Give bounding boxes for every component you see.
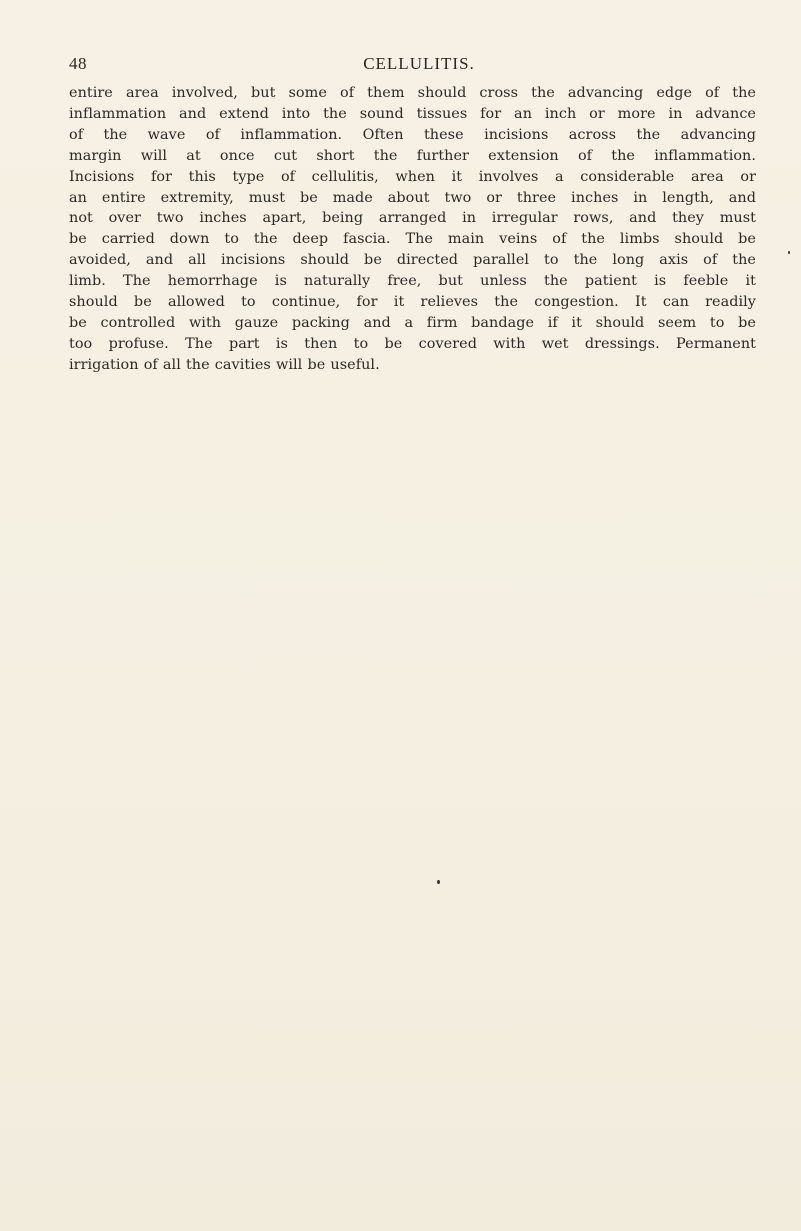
running-head [69,54,759,80]
text-line: be controlled with gauze packing and a firm bandage if it should seem to be [69,314,756,331]
paper-speck [788,251,790,254]
text-line: Incisions for this type of cellulitis, when it involves a considerable area or [69,168,756,185]
paper-speck [437,880,440,884]
text-line: limb. The hemorrhage is naturally free, but unless the patient is feeble it [69,273,756,290]
body-paragraph [69,83,756,376]
text-line: an entire extremity, must be made about two or three inches in length, and [69,189,756,206]
page-number: 48 [69,54,87,73]
text-line: too profuse. The part is then to be covered with wet dressings. Permanent [69,335,756,352]
text-line: avoided, and all incisions should be directed parallel to the long axis of the [69,252,756,269]
text-line: not over two inches apart, being arranged in irregular rows, and they must [69,210,756,227]
text-line: margin will at once cut short the further extension of the inflammation. [69,147,756,164]
running-title: CELLULITIS. [363,54,475,73]
text-line: irrigation of all the cavities will be useful. [69,356,380,373]
text-line: inflammation and extend into the sound tissues for an inch or more in advance [69,105,756,122]
text-line: of the wave of inflammation. Often these incisions across the advancing [69,126,756,143]
text-line: should be allowed to continue, for it relieves the congestion. It can readily [69,294,756,311]
text-line: be carried down to the deep fascia. The main veins of the limbs should be [69,231,756,248]
text-line: entire area involved, but some of them should cross the advancing edge of the [69,85,756,101]
